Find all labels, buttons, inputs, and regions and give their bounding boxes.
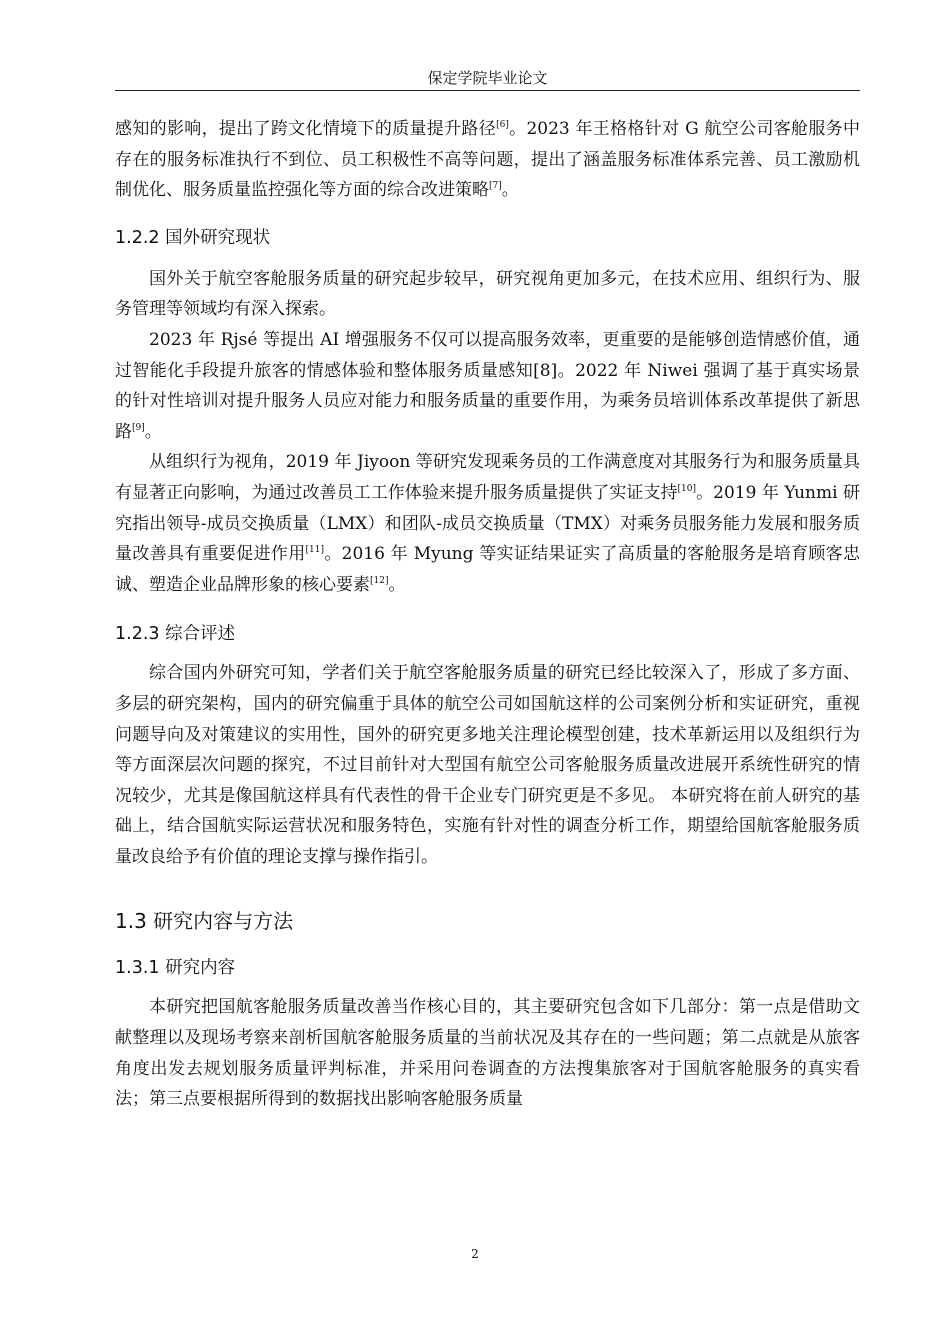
- paragraph-foreign-organizational: 从组织行为视角，2019 年 Jiyoon 等研究发现乘务员的工作满意度对其服务行为和服务质量具有显著正向影响，为通过改善员工工作体验来提升服务质量提供了实证支持[10]。2019 年 Yunmi 研究指出领导-成员交换质量（LMX）和团队-成员交换质量（TMX）对乘务员服务能力发展和服务质量改善具有重要促进作用[11]。2016 年 Myung 等实证结果证实了高质量的客舱服务是培育顾客忠诚、塑造企业品牌形象的核心要素[12]。: [115, 452, 860, 595]
- citation-10: [10]: [677, 483, 697, 494]
- citation-12: [12]: [370, 575, 389, 586]
- citation-7: [7]: [489, 181, 502, 192]
- paragraph-foreign-intro: 国外关于航空客舱服务质量的研究起步较早，研究视角更加多元，在技术应用、组织行为、服务管理等领域均有深入探索。: [115, 268, 860, 320]
- header-title: 保定学院毕业论文: [427, 69, 548, 87]
- section-heading-1-2-3: 1.2.3 综合评述: [115, 624, 236, 645]
- paragraph-comprehensive-review: 综合国内外研究可知，学者们关于航空客舱服务质量的研究已经比较深入了，形成了多方面、多层的研究架构，国内的研究偏重于具体的航空公司如国航这样的公司案例分析和实证研究，重视问题导向及对策建议的实用性，国外的研究更多地关注理论模型创建，技术革新运用以及组织行为等方面深层次问题的探究，不过目前针对大型国有航空公司客舱服务质量改进展开系统性研究的情况较少，尤其是像国航这样具有代表性的骨干企业专门研究更是不多见。 本研究将在前人研究的基础上，结合国航实际运营状况和服务特色，实施有针对性的调查分析工作，期望给国航客舱服务质量改良给予有价值的理论支撑与操作指引。: [115, 663, 860, 867]
- page-header: [115, 66, 860, 91]
- paragraph-domestic-review-continued: 感知的影响，提出了跨文化情境下的质量提升路径[6]。2023 年王格格针对 G 航空公司客舱服务中存在的服务标准执行不到位、员工积极性不高等问题，提出了涵盖服务标准体系完善、员工激励机制优化、服务质量监控强化等方面的综合改进策略[7]。: [115, 119, 860, 201]
- page-number: 2: [471, 1247, 479, 1261]
- page-body: [115, 114, 860, 1115]
- section-heading-1-3-1: 1.3.1 研究内容: [115, 958, 236, 979]
- citation-6: [6]: [496, 120, 509, 130]
- citation-9: [9]: [132, 422, 145, 433]
- paragraph-research-content: 本研究把国航客舱服务质量改善当作核心目的，其主要研究包含如下几部分：第一点是借助文献整理以及现场考察来剖析国航客舱服务质量的当前状况及其存在的一些问题；第二点就是从旅客角度出发去规划服务质量评判标准，并采用问卷调查的方法搜集旅客对于国航客舱服务的真实看法；第三点要根据所得到的数据找出影响客舱服务质量: [115, 997, 860, 1110]
- section-heading-1-3: 1.3 研究内容与方法: [115, 909, 294, 934]
- section-heading-1-2-2: 1.2.2 国外研究现状: [115, 227, 271, 248]
- citation-11: [11]: [305, 545, 325, 556]
- paragraph-foreign-ai-training: 2023 年 Rjsé 等提出 AI 增强服务不仅可以提高服务效率，更重要的是能够创造情感价值，通过智能化手段提升旅客的情感体验和整体服务质量感知[8]。2022 年 Niwei 强调了基于真实场景的针对性培训对提升服务人员应对能力和服务质量的重要作用，为乘务员培训体系改革提供了新思路[9]。: [115, 329, 860, 442]
